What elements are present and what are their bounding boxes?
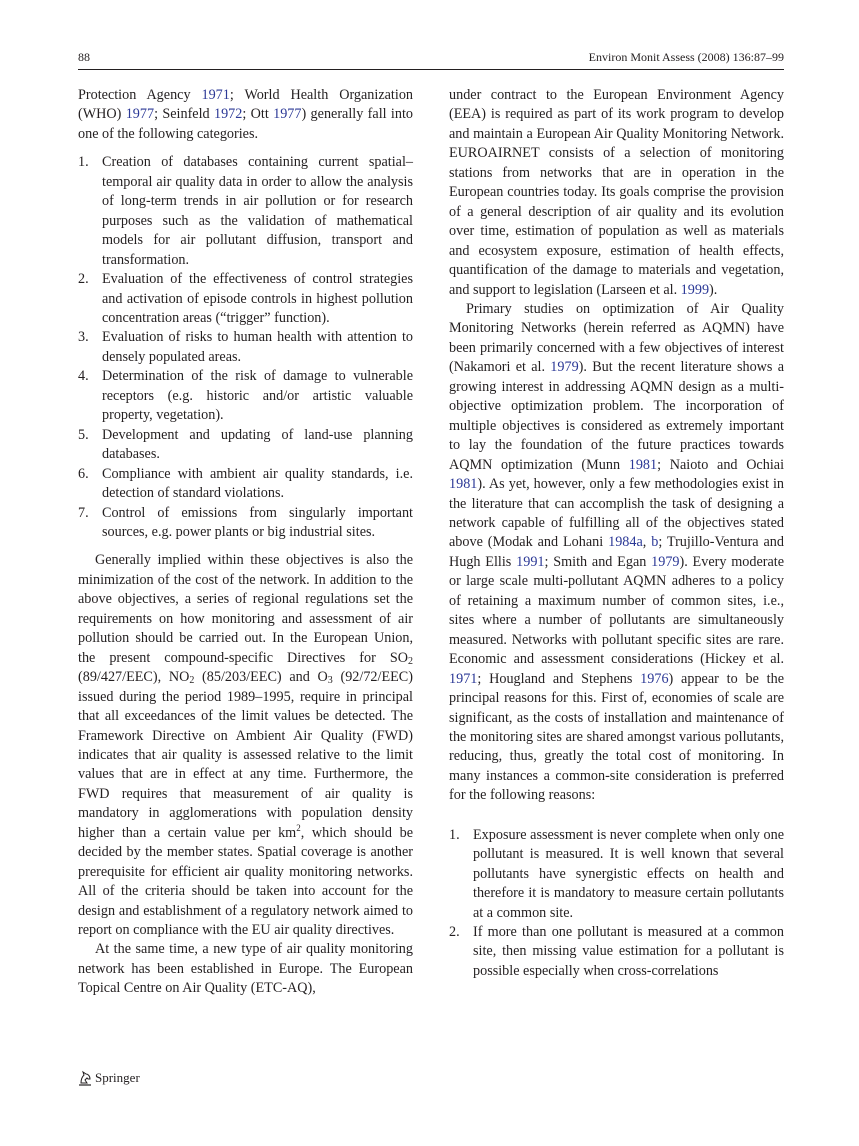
text-run: ; Naioto and Ochiai: [657, 456, 785, 473]
text-run: ; Hougland and Stephens: [477, 670, 641, 687]
text-run: Primary studies on optimization of Air Quality Monitoring Networks (herein referred as AQMN) have been primarily concerned with a few objectives of interest (Nakamori et al.: [449, 300, 784, 376]
text-run: ; Trujillo-Ventura and Hugh Ellis: [449, 534, 784, 570]
citation-link[interactable]: 1977: [125, 106, 155, 123]
text-run: , which should be decided by the member states. Spatial coverage is another prerequisite for efficient air quality monitoring networks. All of the criteria should be taken into account for the design and establishment of a regulatory network aimed to report on compliance with the EU air quality directives.: [78, 824, 414, 939]
text-run: (85/203/EEC) and O: [194, 669, 328, 686]
list-item: [78, 270, 413, 328]
citation-link[interactable]: 1991: [516, 553, 545, 570]
list-text: Control of emissions from singularly important sources, e.g. power plants or big industrial sites.: [102, 504, 413, 540]
citation-link[interactable]: 1981: [628, 456, 658, 473]
citation-link[interactable]: 1971: [201, 87, 230, 103]
list-number: 1.: [78, 154, 89, 171]
header-rule: [78, 69, 784, 70]
list-number: 6.: [78, 465, 89, 482]
list-text: Exposure assessment is never complete when only one pollutant is measured. It is well known that several pollutants have synergistic effects on health and therefore it is mandatory to measure certain pollutants at a common site.: [473, 826, 784, 921]
running-header: [78, 50, 784, 68]
text-run: ).: [709, 281, 718, 298]
text-run: Protection Agency: [78, 87, 202, 103]
journal-citation: Environ Monit Assess (2008) 136:87–99: [588, 50, 784, 64]
list-item: [78, 504, 413, 543]
citation-link[interactable]: b: [651, 534, 659, 551]
list-text: Evaluation of the effectiveness of control strategies and activation of episode controls in highest pollution concentration areas (“trigger” function).: [102, 271, 413, 326]
springer-knight-icon: [78, 1070, 92, 1086]
list-item: [78, 367, 413, 425]
list-item: [78, 426, 413, 465]
objectives-list: [78, 153, 413, 542]
right-column: [449, 86, 784, 981]
list-text: If more than one pollutant is measured at a common site, then missing value estimation for a pollutant is possible especially when cross-correlations: [473, 924, 784, 979]
body-paragraph: [449, 86, 784, 300]
text-run: ). Every moderate or large scale multi-pollutant AQMN adheres to a policy of retaining a maximum number of common sites, i.e., sites where a number of pollutants are simultaneously measured. Networks with pollutant specific sites are rare. Economic and assessment considerations (Hickey et al.: [449, 553, 784, 668]
page-number: 88: [78, 50, 90, 64]
reasons-list: [449, 826, 784, 982]
list-number: 2.: [78, 271, 89, 288]
text-run: ). As yet, however, only a few methodologies exist in the literature that can accomplish the task of designing a network capable of fulfilling all of the objectives stated above (Modak and Lohani: [449, 476, 784, 551]
citation-link[interactable]: 1984a: [608, 534, 643, 551]
citation-link[interactable]: 1972: [213, 106, 243, 123]
list-number: 7.: [78, 504, 89, 521]
text-run: ) generally fall into one of the following categories.: [78, 106, 413, 142]
citation-link[interactable]: 1979: [651, 553, 680, 570]
body-paragraph: At the same time, a new type of air quality monitoring network has been established in Europe. The European Topical Centre on Air Quality (ETC-AQ),: [78, 941, 413, 997]
list-number: 4.: [78, 368, 89, 385]
spacer: [78, 542, 413, 551]
spacer: [78, 144, 413, 153]
body-paragraph: [449, 300, 784, 806]
list-number: 3.: [78, 329, 89, 346]
list-item: [78, 465, 413, 504]
list-text: Evaluation of risks to human health with attention to densely populated areas.: [102, 329, 413, 365]
list-text: Determination of the risk of damage to vulnerable receptors (e.g. historic and/or artistic valuable property, vegetation).: [102, 368, 413, 424]
list-number: 5.: [78, 426, 89, 443]
text-run: ; Seinfeld: [154, 106, 214, 123]
text-run: Generally implied within these objectives is also the minimization of the cost of the network. In addition to the above objectives, a series of regional regulations set the requirements on how monitoring and assessment of air pollution should be carried out. In the European Union, the present compound-specific Directives for SO: [78, 552, 413, 666]
text-run: under contract to the European Environment Agency (EEA) is required as part of its work program to develop and maintain a European Air Quality Monitoring Network. EUROAIRNET consists of a selection of monitoring stations from networks that are in operation in the European countries today. Its goals comprise the provision of a general description of air quality and its evolution over time, estimation of population as well as materials and ecosystem exposure, estimation of health effects, quantification of the damage to materials and vegetation, and support to legislation (Larseen et al.: [449, 87, 784, 298]
text-run: (92/72/EEC) issued during the period 1989–1995, require in principal that all exceedances of the limit values be detected. The Framework Directive on Ambient Air Quality (FWD) indicates that air quality is assessed relative to the limit values that are in effect at any time. Furthermore, the FWD requires that measurement of air quality is mandatory in agglomerations with population density higher than a certain value per km: [78, 669, 413, 841]
spacer: [449, 806, 784, 826]
list-item: [78, 153, 413, 270]
intro-paragraph: [78, 86, 413, 144]
text-run: ). But the recent literature shows a growing interest in addressing AQMN design as a multi-objective optimization problem. The incorporation of multiple objectives is considered as extremely important to lay the foundation of the future practices towards AQMN optimization (Munn: [449, 359, 784, 473]
citation-link[interactable]: 1977: [273, 106, 302, 123]
text-run: ; Ott: [242, 106, 274, 123]
subscript: 2: [189, 675, 195, 687]
list-item: [449, 826, 784, 923]
body-paragraph: [78, 551, 413, 940]
subscript: 3: [327, 675, 333, 687]
citation-link[interactable]: 1999: [680, 281, 710, 298]
text-run: ; Smith and Egan: [544, 553, 652, 570]
list-number: 1.: [449, 826, 460, 843]
text-run: ; World Health Organization (WHO): [78, 87, 414, 123]
text-run: ) appear to be the principal reasons for this. First of, economies of scale are significant, as the costs of installation and maintenance of the monitoring sites are shared amongst various pollutants, reducing, thus, greatly the total cost of monitoring. In many instances a common-site consideration is preferred for the following reasons:: [449, 670, 784, 804]
citation-link[interactable]: 1981: [449, 476, 478, 493]
text-run: (89/427/EEC), NO: [78, 669, 190, 686]
left-column: [78, 86, 413, 999]
list-text: Development and updating of land-use planning databases.: [102, 426, 413, 463]
citation-link[interactable]: 1976: [640, 670, 669, 687]
list-item: [449, 923, 784, 981]
publisher-name: Springer: [95, 1070, 140, 1085]
page-footer: [78, 1070, 140, 1086]
list-text: Compliance with ambient air quality standards, i.e. detection of standard violations.: [102, 465, 413, 502]
list-text: Creation of databases containing current spatial–temporal air quality data in order to allow the analysis of long-term trends in air pollution or for research purposes such as the validation of mathematical models for air pollutant diffusion, transport and transformation.: [102, 154, 413, 268]
superscript: 2: [296, 822, 301, 833]
list-item: [78, 328, 413, 367]
citation-link[interactable]: 1979: [550, 359, 579, 376]
subscript: 2: [408, 655, 413, 667]
citation-link[interactable]: 1971: [449, 670, 478, 687]
list-number: 2.: [449, 924, 460, 941]
text-run: ,: [642, 534, 652, 551]
